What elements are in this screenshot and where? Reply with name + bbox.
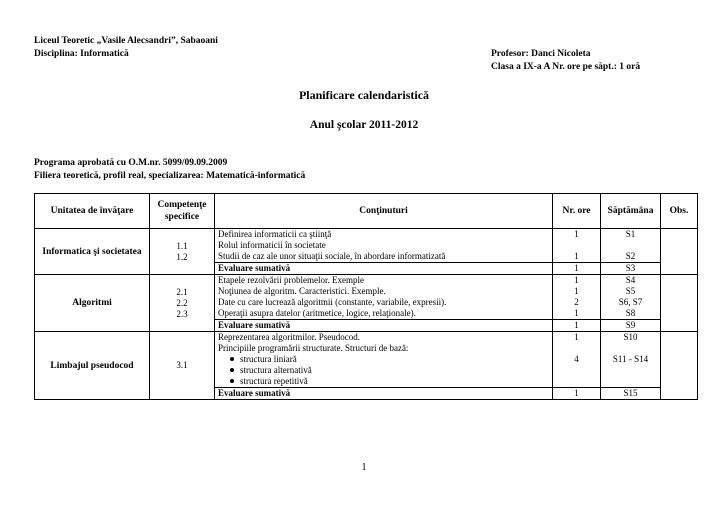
- col-competences: Competenţe specifice: [150, 194, 215, 229]
- list-item: structura repetitivă: [218, 376, 549, 387]
- content-cell: Etapele rezolvării problemelor. Exemple Noţiunea de algoritm. Caracteristici. Exemple. Date cu care lucrează algoritmii (constante, variabile, expresii). Operaţii asupra datelor (aritmetice, logice, relaţionale).: [215, 275, 553, 320]
- class-info: Clasa a IX-a A Nr. ore pe săpt.: 1 oră: [491, 62, 641, 72]
- school-year: Anul şcolar 2011-2012: [309, 119, 419, 131]
- hours-cell: 1 4: [553, 332, 601, 388]
- unit-name: Informatica şi societatea: [35, 229, 150, 275]
- eval-hours: 1: [553, 388, 601, 400]
- school-name: Liceul Teoretic „Vasile Alecsandri”, Sabaoani: [34, 36, 218, 46]
- col-hours: Nr. ore: [553, 194, 601, 229]
- list-item: structura liniară: [218, 354, 549, 365]
- week-cell: S4 S5 S6, S7 S8: [601, 275, 661, 320]
- eval-hours: 1: [553, 263, 601, 275]
- content-cell: Definirea informaticii ca ştiinţă Rolul informaticii în societate Studii de caz ale unor situaţii sociale, în abordare informatizată: [215, 229, 553, 263]
- week-cell: S1 S2: [601, 229, 661, 263]
- col-week: Săptămâna: [601, 194, 661, 229]
- eval-week: S9: [601, 320, 661, 332]
- obs-cell: [661, 275, 698, 332]
- eval-week: S15: [601, 388, 661, 400]
- unit-competences: 3.1: [150, 332, 215, 400]
- eval-label: Evaluare sumativă: [215, 388, 553, 400]
- page-title: Planificare calendaristică: [298, 88, 430, 102]
- unit-name: Algoritmi: [35, 275, 150, 332]
- content-cell: Reprezentarea algoritmilor. Pseudocod. Principiile programării structurate. Structuri de bază: structura liniară structura alternativă structura repetitivă: [215, 332, 553, 388]
- eval-week: S3: [601, 263, 661, 275]
- eval-label: Evaluare sumativă: [215, 320, 553, 332]
- unit-name: Limbajul pseudocod: [35, 332, 150, 400]
- obs-cell: [661, 332, 698, 400]
- table-row: [35, 332, 698, 388]
- structures-list: [218, 354, 549, 387]
- subject-label: Disciplina: Informatică: [34, 49, 129, 59]
- hours-cell: 1 1 2 1: [553, 275, 601, 320]
- table-row: [35, 229, 698, 263]
- program-label: Programa aprobată cu O.M.nr. 5099/09.09.2009: [34, 158, 228, 168]
- eval-hours: 1: [553, 320, 601, 332]
- col-unit: Unitatea de învăţare: [35, 194, 150, 229]
- col-obs: Obs.: [661, 194, 698, 229]
- planning-table: [34, 193, 698, 400]
- col-content: Conţinuturi: [215, 194, 553, 229]
- track-label: Filiera teoretică, profil real, specializarea: Matematică-informatică: [34, 171, 306, 181]
- table-row: [35, 275, 698, 320]
- teacher-label: Profesor: Danci Nicoleta: [491, 49, 591, 59]
- table-header-row: [35, 194, 698, 229]
- obs-cell: [661, 229, 698, 275]
- page-number: 1: [361, 462, 367, 473]
- unit-competences: 2.1 2.2 2.3: [150, 275, 215, 332]
- hours-cell: 1 1: [553, 229, 601, 263]
- unit-competences: 1.1 1.2: [150, 229, 215, 275]
- list-item: structura alternativă: [218, 365, 549, 376]
- week-cell: S10 S11 - S14: [601, 332, 661, 388]
- eval-label: Evaluare sumativă: [215, 263, 553, 275]
